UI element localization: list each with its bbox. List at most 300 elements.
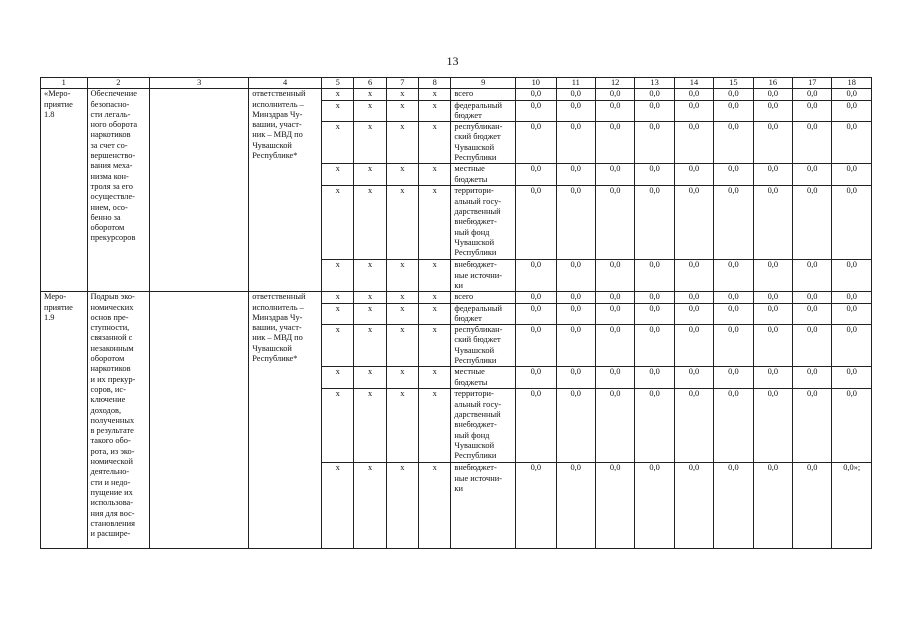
amount-cell-text: 0,0 — [767, 367, 779, 377]
budget-table — [40, 77, 872, 549]
amount-cell-text: 0,0 — [728, 260, 739, 270]
code-mark-cell — [419, 292, 451, 303]
code-mark-cell — [419, 100, 451, 122]
amount-cell — [714, 89, 753, 100]
amount-cell — [832, 260, 872, 292]
code-mark-cell-text: х — [367, 463, 373, 473]
amount-cell-text: 0,0 — [609, 100, 621, 110]
amount-cell — [714, 100, 753, 122]
amount-cell — [516, 186, 556, 260]
amount-cell-text: 0,0 — [688, 164, 700, 174]
code-mark-cell — [354, 122, 386, 164]
column-header-15: 15 — [714, 78, 753, 89]
amount-cell — [635, 186, 674, 260]
amount-cell — [595, 100, 634, 122]
amount-cell-text: 0,0 — [728, 164, 739, 174]
amount-cell — [753, 100, 792, 122]
code-mark-cell-text: х — [335, 100, 340, 110]
amount-cell — [595, 122, 634, 164]
amount-cell-text: 0,0 — [649, 186, 660, 196]
code-mark-cell — [322, 100, 354, 122]
amount-cell — [556, 303, 595, 325]
code-mark-cell — [386, 260, 418, 292]
amount-cell-text: 0,0 — [767, 463, 779, 473]
code-mark-cell — [322, 260, 354, 292]
column-header-13: 13 — [635, 78, 674, 89]
column-header-8: 8 — [419, 78, 451, 89]
code-mark-cell-text: х — [400, 325, 405, 335]
amount-cell-text: 0,0 — [570, 367, 581, 377]
code-mark-cell-text: х — [432, 292, 437, 302]
amount-cell — [556, 260, 595, 292]
funding-source-cell-text: внебюджет- ные источни- ки — [454, 463, 502, 493]
amount-cell-text: 0,0 — [649, 122, 660, 132]
amount-cell-text: 0,0 — [570, 389, 581, 399]
amount-cell-text: 0,0 — [846, 122, 857, 132]
funding-source-cell — [451, 89, 516, 100]
amount-cell-text: 0,0 — [846, 89, 857, 99]
code-mark-cell — [354, 389, 386, 463]
amount-cell-text: 0,0 — [530, 367, 542, 377]
code-mark-cell — [419, 389, 451, 463]
amount-cell-text: 0,0 — [807, 292, 818, 302]
code-mark-cell-text: х — [335, 303, 340, 313]
amount-cell — [714, 303, 753, 325]
code-mark-cell — [322, 164, 354, 186]
executor-cell — [249, 292, 322, 549]
code-mark-cell-text: х — [367, 260, 373, 270]
amount-cell-text: 0,0 — [846, 260, 857, 270]
amount-cell-text: 0,0 — [807, 186, 818, 196]
amount-cell — [674, 260, 713, 292]
code-mark-cell — [419, 325, 451, 367]
amount-cell — [556, 389, 595, 463]
code-mark-cell — [354, 292, 386, 303]
code-mark-cell — [386, 325, 418, 367]
amount-cell — [516, 260, 556, 292]
code-mark-cell-text: х — [432, 463, 437, 473]
column-header-3: 3 — [150, 78, 249, 89]
amount-cell — [674, 389, 713, 463]
page-number: 13 — [446, 54, 459, 68]
amount-cell-text: 0,0 — [807, 389, 818, 399]
code-mark-cell-text: х — [367, 303, 373, 313]
code-mark-cell-text: х — [432, 367, 437, 377]
amount-cell-text: 0,0 — [530, 303, 542, 313]
amount-cell — [753, 164, 792, 186]
amount-cell-text: 0,0 — [649, 389, 660, 399]
amount-cell-text: 0,0 — [609, 89, 621, 99]
amount-cell — [753, 260, 792, 292]
amount-cell — [516, 325, 556, 367]
code-mark-cell-text: х — [335, 186, 340, 196]
amount-cell-text: 0,0 — [688, 389, 700, 399]
code-mark-cell — [419, 186, 451, 260]
code-mark-cell-text: х — [335, 260, 340, 270]
funding-source-cell-text: республикан- ский бюджет Чувашской Республики — [454, 325, 503, 366]
empty-column-cell — [150, 89, 249, 292]
amount-cell-text: 0,0 — [728, 186, 739, 196]
amount-cell-text: 0,0 — [609, 325, 621, 335]
funding-source-cell — [451, 122, 516, 164]
amount-cell-text: 0,0 — [609, 367, 621, 377]
code-mark-cell-text: х — [432, 325, 437, 335]
amount-cell-text: 0,0 — [807, 100, 818, 110]
amount-cell-text: 0,0 — [649, 463, 660, 473]
code-mark-cell-text: х — [400, 186, 405, 196]
amount-cell — [753, 303, 792, 325]
table-row — [41, 292, 872, 303]
amount-cell-text: 0,0 — [530, 389, 542, 399]
amount-cell — [832, 367, 872, 389]
amount-cell-text: 0,0 — [728, 367, 739, 377]
code-mark-cell-text: х — [400, 367, 405, 377]
column-header-14: 14 — [674, 78, 713, 89]
event-number-cell — [41, 89, 88, 292]
amount-cell — [714, 122, 753, 164]
amount-cell — [832, 325, 872, 367]
funding-source-cell-text: территори- альный госу- дарственный внебюджет- ный фонд Чувашской Республики — [454, 186, 502, 258]
amount-cell — [674, 164, 713, 186]
amount-cell-text: 0,0 — [570, 292, 581, 302]
column-header-6: 6 — [354, 78, 386, 89]
amount-cell — [793, 100, 832, 122]
amount-cell-text: 0,0 — [649, 367, 660, 377]
amount-cell-text: 0,0 — [609, 463, 621, 473]
amount-cell-text: 0,0 — [767, 89, 779, 99]
amount-cell — [516, 367, 556, 389]
amount-cell-text: 0,0 — [688, 325, 700, 335]
code-mark-cell — [419, 367, 451, 389]
code-mark-cell-text: х — [432, 122, 437, 132]
code-mark-cell — [322, 303, 354, 325]
code-mark-cell-text: х — [335, 389, 340, 399]
code-mark-cell-text: х — [367, 325, 373, 335]
amount-cell-text: 0,0»; — [843, 463, 861, 473]
amount-cell-text: 0,0 — [688, 100, 700, 110]
amount-cell — [832, 100, 872, 122]
code-mark-cell — [419, 303, 451, 325]
amount-cell — [595, 186, 634, 260]
amount-cell-text: 0,0 — [688, 122, 700, 132]
executor-cell — [249, 89, 322, 292]
amount-cell — [674, 186, 713, 260]
code-mark-cell-text: х — [400, 463, 405, 473]
amount-cell — [793, 186, 832, 260]
code-mark-cell-text: х — [400, 164, 405, 174]
code-mark-cell-text: х — [335, 89, 340, 99]
amount-cell — [635, 325, 674, 367]
amount-cell — [753, 325, 792, 367]
event-number-cell-text: Меро- приятие 1.9 — [44, 292, 73, 322]
amount-cell — [595, 89, 634, 100]
amount-cell — [595, 367, 634, 389]
amount-cell-text: 0,0 — [767, 389, 779, 399]
amount-cell-text: 0,0 — [609, 260, 621, 270]
code-mark-cell-text: х — [367, 389, 373, 399]
funding-source-cell — [451, 186, 516, 260]
event-number-cell — [41, 292, 88, 549]
amount-cell-text: 0,0 — [846, 367, 857, 377]
column-header-5: 5 — [322, 78, 354, 89]
amount-cell — [635, 260, 674, 292]
amount-cell-text: 0,0 — [846, 325, 857, 335]
code-mark-cell — [386, 164, 418, 186]
code-mark-cell-text: х — [432, 186, 437, 196]
column-header-7: 7 — [386, 78, 418, 89]
amount-cell — [753, 122, 792, 164]
code-mark-cell-text: х — [335, 463, 340, 473]
code-mark-cell-text: х — [367, 186, 373, 196]
funding-source-cell-text: местные бюджеты — [454, 164, 488, 184]
amount-cell-text: 0,0 — [767, 292, 779, 302]
amount-cell-text: 0,0 — [807, 122, 818, 132]
amount-cell-text: 0,0 — [846, 292, 857, 302]
column-header-12: 12 — [595, 78, 634, 89]
amount-cell — [674, 89, 713, 100]
code-mark-cell — [386, 186, 418, 260]
code-mark-cell-text: х — [400, 260, 405, 270]
code-mark-cell — [354, 260, 386, 292]
amount-cell-text: 0,0 — [530, 100, 542, 110]
amount-cell — [753, 367, 792, 389]
amount-cell-text: 0,0 — [570, 325, 581, 335]
amount-cell — [516, 389, 556, 463]
amount-cell — [635, 367, 674, 389]
funding-source-cell — [451, 292, 516, 303]
amount-cell — [595, 463, 634, 549]
amount-cell — [635, 164, 674, 186]
amount-cell-text: 0,0 — [728, 100, 739, 110]
column-header-4: 4 — [249, 78, 322, 89]
amount-cell — [674, 100, 713, 122]
amount-cell-text: 0,0 — [728, 389, 739, 399]
column-header-2: 2 — [87, 78, 150, 89]
amount-cell-text: 0,0 — [530, 89, 542, 99]
code-mark-cell-text: х — [400, 389, 405, 399]
amount-cell-text: 0,0 — [846, 186, 857, 196]
code-mark-cell — [354, 367, 386, 389]
amount-cell-text: 0,0 — [570, 260, 581, 270]
amount-cell-text: 0,0 — [609, 164, 621, 174]
code-mark-cell — [322, 292, 354, 303]
amount-cell-text: 0,0 — [649, 292, 660, 302]
amount-cell — [516, 303, 556, 325]
amount-cell-text: 0,0 — [728, 303, 739, 313]
code-mark-cell — [322, 89, 354, 100]
amount-cell-text: 0,0 — [846, 303, 857, 313]
funding-source-cell — [451, 260, 516, 292]
amount-cell-text: 0,0 — [570, 463, 581, 473]
amount-cell — [753, 463, 792, 549]
code-mark-cell-text: х — [432, 389, 437, 399]
column-header-18: 18 — [832, 78, 872, 89]
amount-cell — [635, 292, 674, 303]
amount-cell — [516, 100, 556, 122]
code-mark-cell-text: х — [432, 89, 437, 99]
amount-cell-text: 0,0 — [728, 122, 739, 132]
empty-column-cell — [150, 292, 249, 549]
code-mark-cell-text: х — [335, 122, 340, 132]
amount-cell — [595, 325, 634, 367]
amount-cell — [793, 463, 832, 549]
amount-cell-text: 0,0 — [609, 389, 621, 399]
amount-cell — [556, 89, 595, 100]
table-row — [41, 89, 872, 100]
amount-cell-text: 0,0 — [530, 122, 542, 132]
amount-cell — [556, 463, 595, 549]
amount-cell — [714, 325, 753, 367]
amount-cell-text: 0,0 — [846, 100, 857, 110]
code-mark-cell — [354, 100, 386, 122]
amount-cell-text: 0,0 — [609, 186, 621, 196]
amount-cell — [753, 389, 792, 463]
amount-cell-text: 0,0 — [688, 463, 700, 473]
amount-cell — [793, 89, 832, 100]
amount-cell — [832, 186, 872, 260]
funding-source-cell — [451, 100, 516, 122]
header-row — [41, 78, 872, 89]
amount-cell-text: 0,0 — [570, 100, 581, 110]
amount-cell — [595, 260, 634, 292]
amount-cell-text: 0,0 — [728, 89, 739, 99]
amount-cell-text: 0,0 — [530, 164, 542, 174]
amount-cell — [556, 367, 595, 389]
amount-cell — [556, 292, 595, 303]
amount-cell — [674, 292, 713, 303]
code-mark-cell-text: х — [367, 89, 373, 99]
amount-cell-text: 0,0 — [649, 260, 660, 270]
amount-cell-text: 0,0 — [767, 325, 779, 335]
code-mark-cell — [322, 122, 354, 164]
amount-cell-text: 0,0 — [807, 260, 818, 270]
code-mark-cell — [386, 303, 418, 325]
amount-cell-text: 0,0 — [570, 164, 581, 174]
amount-cell — [714, 367, 753, 389]
code-mark-cell — [322, 389, 354, 463]
amount-cell-text: 0,0 — [649, 89, 660, 99]
amount-cell-text: 0,0 — [846, 389, 857, 399]
amount-cell — [674, 325, 713, 367]
code-mark-cell-text: х — [367, 367, 373, 377]
column-header-17: 17 — [793, 78, 832, 89]
code-mark-cell — [354, 89, 386, 100]
funding-source-cell — [451, 389, 516, 463]
event-number-cell-text: «Меро- приятие 1.8 — [44, 89, 73, 119]
table-body — [41, 89, 872, 549]
code-mark-cell — [386, 100, 418, 122]
amount-cell-text: 0,0 — [570, 89, 581, 99]
amount-cell-text: 0,0 — [649, 100, 660, 110]
funding-source-cell-text: федеральный бюджет — [454, 100, 502, 120]
code-mark-cell — [386, 367, 418, 389]
funding-source-cell — [451, 325, 516, 367]
code-mark-cell-text: х — [335, 367, 340, 377]
amount-cell — [714, 164, 753, 186]
amount-cell — [556, 122, 595, 164]
amount-cell — [793, 292, 832, 303]
code-mark-cell-text: х — [432, 164, 437, 174]
amount-cell-text: 0,0 — [767, 122, 779, 132]
code-mark-cell — [322, 186, 354, 260]
amount-cell-text: 0,0 — [688, 292, 700, 302]
amount-cell-text: 0,0 — [530, 260, 542, 270]
amount-cell-text: 0,0 — [530, 292, 542, 302]
amount-cell — [635, 389, 674, 463]
amount-cell — [832, 164, 872, 186]
amount-cell — [832, 122, 872, 164]
amount-cell-text: 0,0 — [688, 367, 700, 377]
amount-cell — [793, 303, 832, 325]
amount-cell-text: 0,0 — [649, 303, 660, 313]
amount-cell-text: 0,0 — [846, 164, 857, 174]
amount-cell — [635, 122, 674, 164]
amount-cell — [556, 100, 595, 122]
code-mark-cell-text: х — [335, 164, 340, 174]
code-mark-cell-text: х — [432, 260, 437, 270]
amount-cell — [714, 389, 753, 463]
amount-cell-text: 0,0 — [807, 325, 818, 335]
amount-cell-text: 0,0 — [688, 260, 700, 270]
amount-cell — [635, 303, 674, 325]
amount-cell — [793, 260, 832, 292]
amount-cell — [714, 292, 753, 303]
amount-cell — [832, 303, 872, 325]
amount-cell — [556, 186, 595, 260]
amount-cell-text: 0,0 — [570, 186, 581, 196]
code-mark-cell-text: х — [367, 122, 373, 132]
funding-source-cell-text: местные бюджеты — [454, 367, 488, 387]
code-mark-cell — [354, 186, 386, 260]
amount-cell-text: 0,0 — [570, 303, 581, 313]
amount-cell-text: 0,0 — [767, 303, 779, 313]
amount-cell — [674, 367, 713, 389]
amount-cell-text: 0,0 — [609, 303, 621, 313]
code-mark-cell-text: х — [400, 100, 405, 110]
amount-cell-text: 0,0 — [807, 164, 818, 174]
code-mark-cell — [386, 89, 418, 100]
code-mark-cell-text: х — [335, 325, 340, 335]
amount-cell — [793, 122, 832, 164]
code-mark-cell-text: х — [400, 89, 405, 99]
amount-cell — [635, 463, 674, 549]
amount-cell — [674, 122, 713, 164]
code-mark-cell — [322, 367, 354, 389]
code-mark-cell — [386, 292, 418, 303]
amount-cell — [556, 164, 595, 186]
amount-cell-text: 0,0 — [728, 325, 739, 335]
code-mark-cell-text: х — [367, 292, 373, 302]
amount-cell-text: 0,0 — [767, 260, 779, 270]
code-mark-cell-text: х — [335, 292, 340, 302]
amount-cell-text: 0,0 — [609, 122, 621, 132]
amount-cell — [556, 325, 595, 367]
amount-cell — [516, 122, 556, 164]
amount-cell — [753, 186, 792, 260]
funding-source-cell-text: федеральный бюджет — [454, 303, 502, 323]
amount-cell-text: 0,0 — [530, 186, 542, 196]
column-header-10: 10 — [516, 78, 556, 89]
amount-cell-text: 0,0 — [807, 463, 818, 473]
amount-cell — [595, 389, 634, 463]
amount-cell — [753, 292, 792, 303]
amount-cell-text: 0,0 — [570, 122, 581, 132]
code-mark-cell — [386, 122, 418, 164]
amount-cell — [793, 389, 832, 463]
event-description-cell — [87, 89, 150, 292]
amount-cell-text: 0,0 — [649, 164, 660, 174]
funding-source-cell — [451, 303, 516, 325]
